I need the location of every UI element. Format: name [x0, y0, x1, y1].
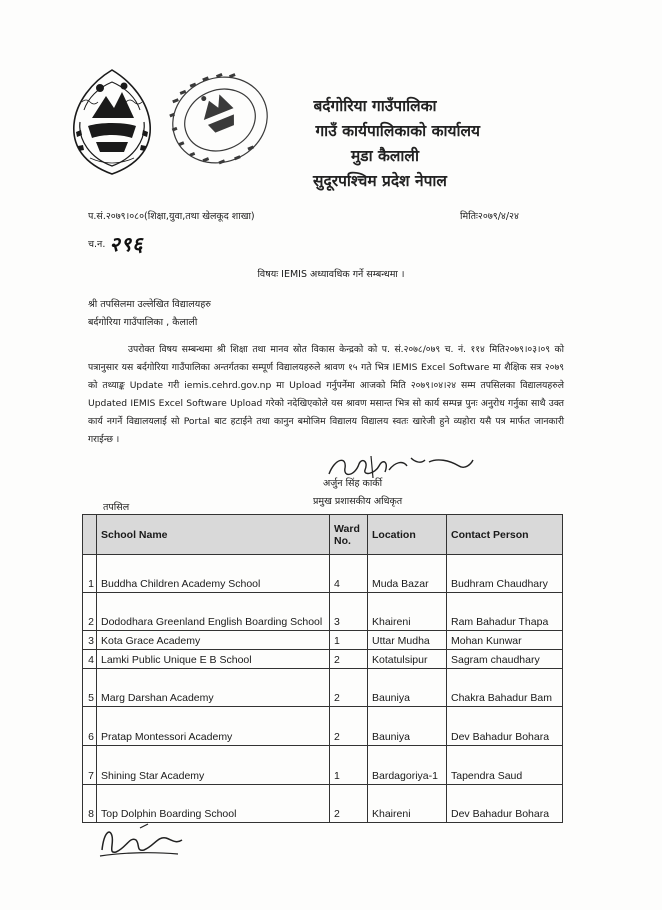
row-sn: 7	[83, 746, 97, 785]
row-ward: 2	[330, 707, 368, 746]
row-ward: 2	[330, 785, 368, 823]
addressee-line-1: श्री तपसिलमा उल्लेखित विद्यालयहरु	[88, 299, 211, 310]
signature-block	[305, 452, 505, 522]
row-contact: Budhram Chaudhary	[447, 555, 563, 593]
table-row	[83, 785, 563, 823]
row-school-name: Dododhara Greenland English Boarding School	[97, 593, 330, 631]
row-school-name: Marg Darshan Academy	[97, 669, 330, 707]
row-sn: 2	[83, 593, 97, 631]
row-school-name: Buddha Children Academy School	[97, 555, 330, 593]
row-school-name: Top Dolphin Boarding School	[97, 785, 330, 823]
row-contact: Ram Bahadur Thapa	[447, 593, 563, 631]
header-contact: Contact Person	[447, 515, 563, 555]
reference-number: प.सं.२०७९।०८०(शिक्षा,युवा,तथा खेलकूद शाखा)	[88, 211, 255, 222]
office-subtitle: गाउँ कार्यपालिकाको कार्यालय	[315, 122, 480, 140]
table-row	[83, 650, 563, 669]
row-sn: 8	[83, 785, 97, 823]
header-location: Location	[368, 515, 447, 555]
row-sn: 1	[83, 555, 97, 593]
row-location: Bauniya	[368, 707, 447, 746]
office-location: मुडा कैलाली	[351, 147, 419, 165]
header-school-name: School Name	[97, 515, 330, 555]
row-ward: 1	[330, 631, 368, 650]
table-header-row	[83, 515, 563, 555]
dispatch-number	[88, 230, 144, 257]
row-ward: 4	[330, 555, 368, 593]
signatory-name: अर्जुन सिंह कार्की	[323, 478, 383, 489]
row-location: Muda Bazar	[368, 555, 447, 593]
table-row	[83, 593, 563, 631]
row-school-name: Kota Grace Academy	[97, 631, 330, 650]
row-contact: Mohan Kunwar	[447, 631, 563, 650]
row-sn: 4	[83, 650, 97, 669]
letter-body	[88, 341, 564, 449]
header-sn	[83, 515, 97, 555]
addressee-line-2: बर्दगोरिया गाउँपालिका , कैलाली	[88, 317, 198, 328]
initial-signature-icon	[96, 822, 186, 862]
table-row	[83, 669, 563, 707]
table-row	[83, 631, 563, 650]
row-location: Bardagoriya-1	[368, 746, 447, 785]
office-name: बर्दगोरिया गाउँपालिका	[313, 97, 437, 115]
row-location: Khaireni	[368, 785, 447, 823]
row-location: Khaireni	[368, 593, 447, 631]
row-ward: 2	[330, 669, 368, 707]
schools-table	[82, 514, 563, 823]
row-sn: 3	[83, 631, 97, 650]
row-ward: 1	[330, 746, 368, 785]
row-location: Uttar Mudha	[368, 631, 447, 650]
row-contact: Tapendra Saud	[447, 746, 563, 785]
office-province: सुदूरपश्चिम प्रदेश नेपाल	[313, 172, 447, 190]
dispatch-number-value: २९६	[109, 232, 144, 256]
row-location: Bauniya	[368, 669, 447, 707]
letter-date: मितिः२०७९/४/२४	[460, 211, 519, 222]
dispatch-label: च.न.	[88, 239, 106, 250]
schedule-label: तपसिल	[103, 502, 130, 513]
row-school-name: Pratap Montessori Academy	[97, 707, 330, 746]
table-row	[83, 746, 563, 785]
signatory-title: प्रमुख प्रशासकीय अधिकृत	[313, 496, 403, 507]
row-location: Kotatulsipur	[368, 650, 447, 669]
row-ward: 3	[330, 593, 368, 631]
subject-line: विषयः IEMIS अध्यावधिक गर्ने सम्बन्धमा ।	[257, 269, 405, 280]
body-paragraph: उपरोक्त विषय सम्बन्धमा श्री शिक्षा तथा मानव स्रोत विकास केन्द्रको को प. सं.२०७८/०७९ च. नं. ११४ मिति२०७९।०३।०९ को पत्रानुसार यस बर्दगोरिया गाउँपालिका अन्तर्गतका सम्पूर्ण विद्यालयहरुले श्रावण १५ गते भित्र IEMIS Excel Software मा शैक्षिक सत्र २०७९ को तथ्याङ्क Update गरी iemis.cehrd.gov.np मा Upload गर्नुपर्नेमा आजको मिति २०७९।०४।२४ सम्म तपसिलका विद्यालयहरुले Updated IEMIS Excel Software Upload गरेको नदेखिएकोले यस श्रावण मसान्त भित्र सो कार्य सम्पन्न पुनः अनुरोध गर्नुका साथै उक्त कार्य नगर्ने विद्यालयलाई सो Portal बाट हटाईने तथा कानुन बमोजिम विद्यालय विद्यालय स्वतः खारेजी हुने व्यहोरा यसै पत्र मार्फत जानकारी गराईन्छ ।	[88, 344, 564, 445]
row-sn: 6	[83, 707, 97, 746]
nepal-emblem-icon	[62, 62, 162, 180]
row-contact: Chakra Bahadur Bam	[447, 669, 563, 707]
row-school-name: Lamki Public Unique E B School	[97, 650, 330, 669]
letterhead	[250, 94, 480, 194]
table-row	[83, 555, 563, 593]
row-ward: 2	[330, 650, 368, 669]
header-ward: Ward No.	[330, 515, 368, 555]
row-contact: Dev Bahadur Bohara	[447, 785, 563, 823]
row-contact: Dev Bahadur Bohara	[447, 707, 563, 746]
row-sn: 5	[83, 669, 97, 707]
table-row	[83, 707, 563, 746]
row-contact: Sagram chaudhary	[447, 650, 563, 669]
row-school-name: Shining Star Academy	[97, 746, 330, 785]
